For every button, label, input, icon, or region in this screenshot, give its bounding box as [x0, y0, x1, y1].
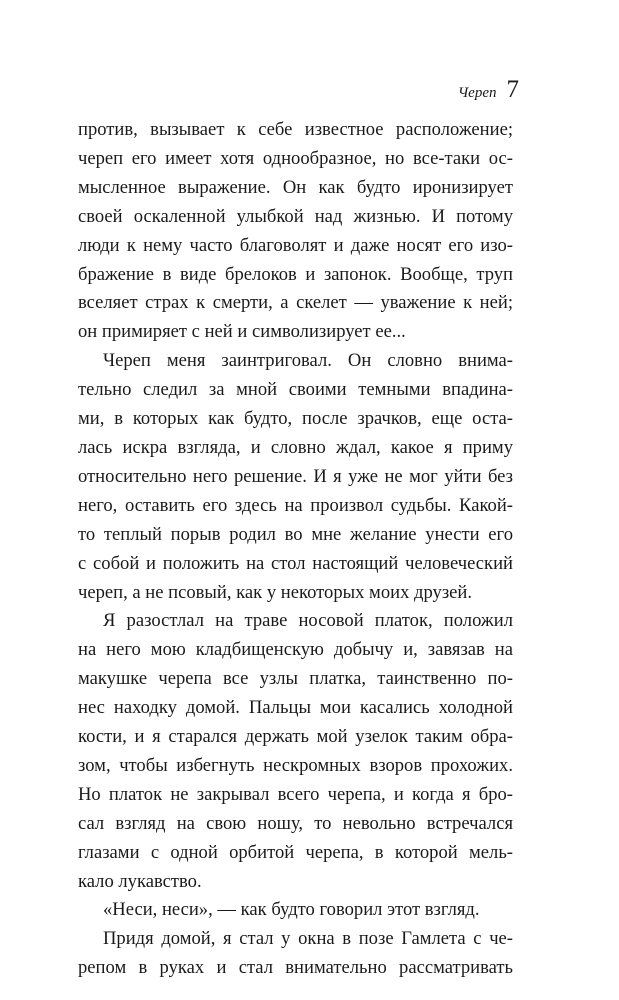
paragraph	[78, 896, 513, 925]
paragraph	[78, 347, 513, 607]
text-line: вселяет страх к смерти, а скелет — уважение к ней;	[78, 292, 513, 314]
text-line: глазами с одной орбитой черепа, в которой мель-	[78, 841, 513, 863]
text-line: против, вызывает к себе известное расположение;	[78, 119, 513, 140]
running-title: Череп	[457, 85, 497, 101]
text-line: кало лукавство.	[78, 870, 202, 892]
paragraph	[78, 116, 513, 347]
text-line: лась искра взгляда, и словно ждал, какое я приму	[78, 436, 513, 458]
text-line: макушке черепа все узлы платка, таинственно по-	[78, 668, 513, 690]
text-line: на него мою кладбищенскую добычу и, завязав на	[78, 639, 513, 661]
text-line: Я разостлал на траве носовой платок, положил	[103, 610, 513, 632]
paragraph	[78, 925, 513, 983]
text-line: относительно него решение. И я уже не мог уйти без	[78, 465, 513, 487]
text-line: нес находку домой. Пальцы мои касались холодной	[78, 697, 513, 719]
page-number: 7	[506, 76, 519, 103]
paragraph	[78, 607, 513, 896]
text-line: Но платок не закрывал всего черепа, и когда я бро-	[78, 783, 513, 805]
text-line: «Неси, неси», — как будто говорил этот взгляд.	[103, 899, 480, 921]
running-head	[458, 76, 519, 104]
text-line: люди к нему часто благоволят и даже носят его изо-	[78, 234, 513, 256]
text-line: тельно следил за мной своими темными впадина-	[78, 379, 513, 401]
text-line: мысленное выражение. Он как будто иронизирует	[78, 176, 513, 198]
text-line: то теплый порыв родил во мне желание унести его	[78, 523, 513, 545]
text-line: он примиряет с ней и символизирует ее...	[78, 321, 406, 343]
text-line: него, оставить его здесь на произвол судьбы. Какой-	[78, 494, 513, 516]
text-line: с собой и положить на стол настоящий человеческий	[78, 552, 513, 574]
text-line: Придя домой, я стал у окна в позе Гамлета с че-	[103, 928, 513, 950]
text-line: сал взгляд на свою ношу, то невольно встречался	[78, 812, 513, 834]
text-line: череп, а не псовый, как у некоторых моих друзей.	[78, 581, 473, 603]
text-line: Череп меня заинтриговал. Он словно внима-	[103, 350, 513, 372]
text-line: ми, в которых как будто, после зрачков, еще оста-	[78, 408, 513, 430]
text-line: череп его имеет хотя однообразное, но все-таки ос-	[78, 147, 513, 169]
text-line: бражение в виде брелоков и запонок. Вообще, труп	[78, 263, 513, 285]
text-body	[78, 116, 513, 983]
text-line: зом, чтобы избегнуть нескромных взоров прохожих.	[78, 754, 513, 776]
text-line: кости, и я старался держать мой узелок таким обра-	[78, 726, 513, 748]
text-line: своей оскаленной улыбкой над жизнью. И потому	[78, 205, 513, 227]
text-line: репом в руках и стал внимательно рассматривать	[78, 957, 513, 979]
